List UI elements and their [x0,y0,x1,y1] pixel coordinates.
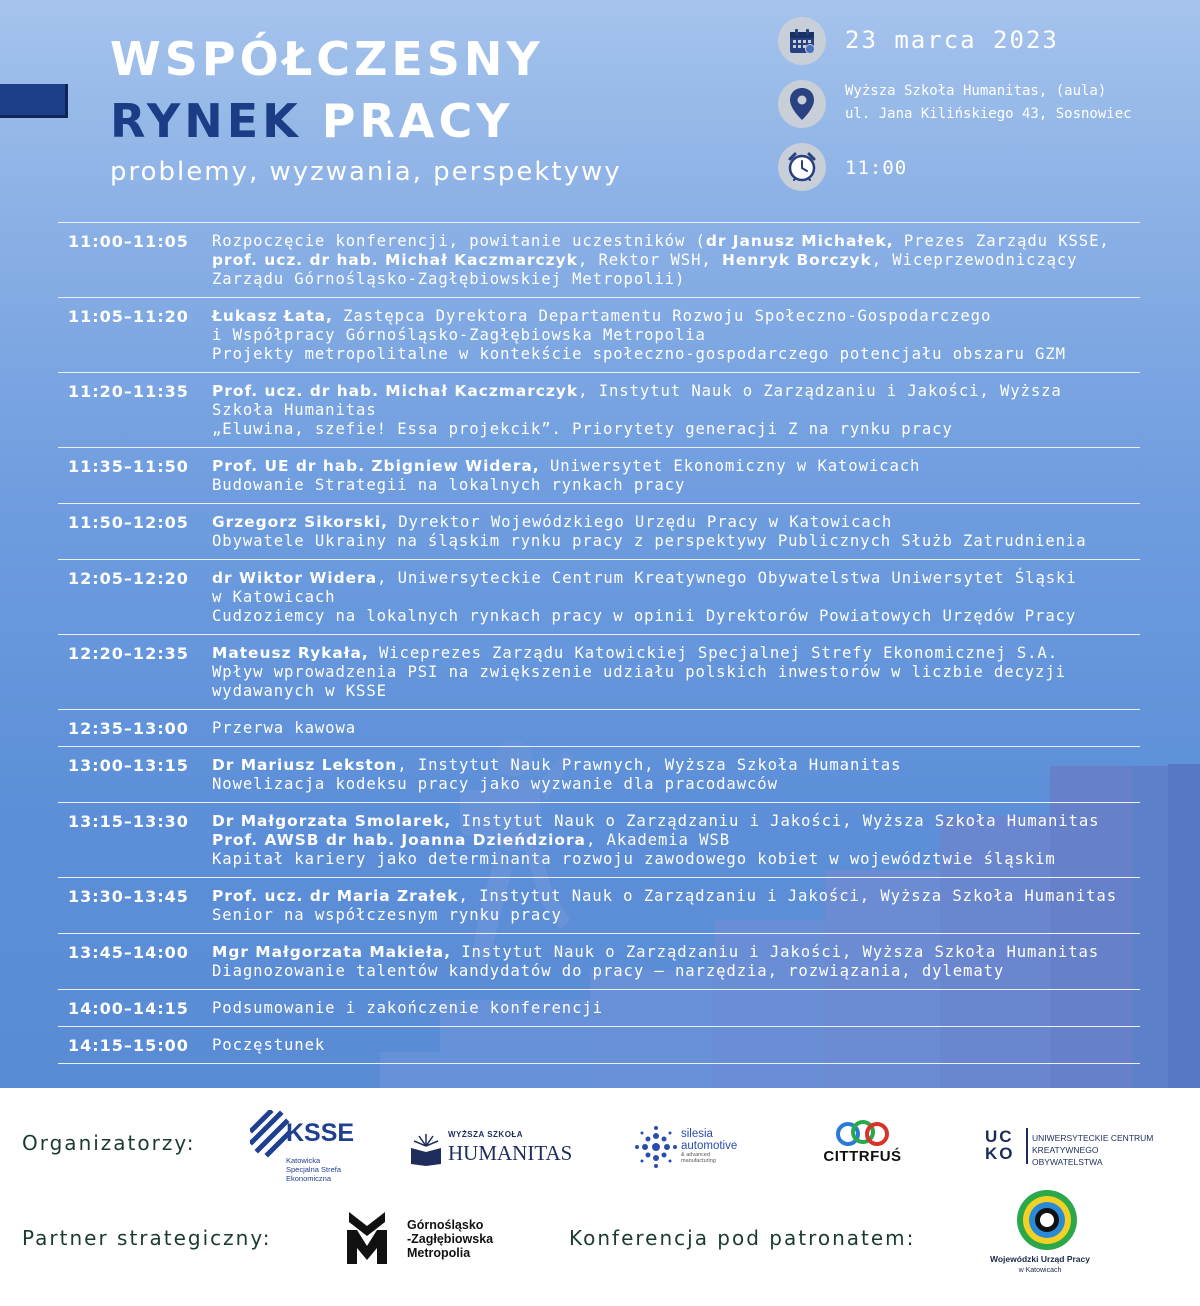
agenda-line [212,850,1140,869]
agenda-time: 14:15–15:00 [68,1036,189,1055]
dot-cluster-icon [635,1126,677,1168]
agenda-table [58,222,1140,1064]
agenda-text: Zarządu Górnośląsko-Zagłębiowskiej Metropolii) [212,270,686,288]
event-date: 23 marca 2023 [845,26,1059,54]
agenda-line [212,906,1140,925]
agenda-description [212,457,1140,495]
speaker-name: Prof. AWSB dr hab. Joanna Dzieńdziora [212,831,586,849]
accent-block [0,84,68,118]
ucko-letter: C [999,1127,1014,1146]
agenda-row [58,373,1140,448]
agenda-description [212,513,1140,551]
agenda-text: , Instytut Nauk o Zarządzaniu i Jakości, Wyższa [578,382,1062,400]
agenda-line [212,644,1140,663]
agenda-text: Zastępca Dyrektora Departamentu Rozwoju Społeczno-Gospodarczego [332,307,992,325]
agenda-text: Poczęstunek [212,1036,326,1054]
speaker-name: Prof. ucz. dr Maria Zrałek [212,887,459,905]
agenda-text: Podsumowanie i zakończenie konferencji [212,999,603,1017]
agenda-description [212,999,1140,1018]
agenda-text: Nowelizacja kodeksu pracy jako wyzwanie dla pracodawców [212,775,778,793]
speaker-name: Prof. UE dr hab. Zbigniew Widera, [212,457,540,475]
agenda-line [212,476,1140,495]
recycle-arrows-icon [833,1118,891,1148]
wup-rings-icon [1015,1188,1079,1252]
agenda-text: Diagnozowanie talentów kandydatów do pracy – narzędzia, rozwiązania, dylematy [212,962,1005,980]
agenda-line [212,943,1140,962]
wup-logo [980,1188,1100,1288]
speaker-name: Mgr Małgorzata Makieła, [212,943,451,961]
speaker-name: Prof. ucz. dr hab. Michał Kaczmarczyk [212,382,579,400]
agenda-line [212,775,1140,794]
agenda-row [58,934,1140,990]
silesia-line: silesia [681,1128,713,1140]
agenda-text: Prezes Zarządu KSSE, [893,232,1110,250]
agenda-time: 13:45–14:00 [68,943,189,962]
agenda-line [212,270,1140,289]
agenda-line [212,569,1140,588]
ksse-fullname [286,1156,341,1183]
agenda-time: 12:35–13:00 [68,719,189,738]
agenda-text: Rozpoczęcie konferencji, powitanie uczestników ( [212,232,706,250]
gzm-line: Metropolia [407,1246,471,1260]
event-time: 11:00 [845,157,908,179]
subtitle: problemy, wyzwania, perspektywy [110,157,622,187]
agenda-line [212,382,1140,401]
partner-label: Partner strategiczny: [22,1226,272,1250]
agenda-time: 13:30–13:45 [68,887,189,906]
speaker-name: Mateusz Rykała, [212,644,369,662]
silesia-line: manufacturing [681,1158,716,1164]
agenda-description [212,812,1140,869]
agenda-row [58,448,1140,504]
agenda-time: 13:00–13:15 [68,756,189,775]
event-venue [845,80,1132,126]
agenda-text: , Wiceprzewodniczący [871,251,1078,269]
gzm-m-icon [345,1208,389,1266]
agenda-line [212,345,1140,364]
agenda-text: „Eluwina, szefie! Essa projekcik”. Priorytety generacji Z na rynku pracy [212,420,953,438]
agenda-time: 11:50–12:05 [68,513,189,532]
agenda-line [212,532,1140,551]
speaker-name: Łukasz Łata, [212,307,333,325]
location-pin-icon [778,80,826,128]
agenda-line [212,307,1140,326]
ucko-fullname [1032,1132,1165,1168]
agenda-text: wydawanych w KSSE [212,682,387,700]
agenda-text: Szkoła Humanitas [212,401,377,419]
ksse-stripes-icon [250,1110,290,1160]
title-word-rynek: RYNEK [110,94,302,148]
agenda-text: Projekty metropolitalne w kontekście społeczno-gospodarczego potencjału obszaru GZM [212,345,1066,363]
agenda-line [212,999,1140,1018]
agenda-time: 11:00–11:05 [68,232,189,251]
wup-line: Wojewódzki Urząd Pracy [990,1254,1090,1264]
silesia-line: automotive [681,1140,738,1152]
agenda-text: Instytut Nauk o Zarządzaniu i Jakości, Wyższa Szkoła Humanitas [450,943,1100,961]
agenda-line [212,663,1140,682]
agenda-description [212,644,1140,701]
agenda-time: 11:05–11:20 [68,307,189,326]
agenda-line [212,457,1140,476]
agenda-line [212,812,1140,831]
agenda-row [58,990,1140,1027]
agenda-text: Wpływ wprowadzenia PSI na zwiększenie udziału polskich inwestorów w liczbie decyzji [212,663,1066,681]
humanitas-small: WYŻSZA SZKOŁA [448,1130,524,1139]
agenda-time: 14:00–14:15 [68,999,189,1018]
speaker-name: Grzegorz Sikorski, [212,513,388,531]
agenda-time: 11:20–11:35 [68,382,189,401]
agenda-text: Budowanie Strategii na lokalnych rynkach pracy [212,476,686,494]
ucko-letter: K [985,1144,1000,1163]
speaker-name: prof. ucz. dr hab. Michał Kaczmarczyk [212,251,578,269]
wup-text [980,1254,1100,1276]
ksse-abbr: KSSE [286,1119,355,1147]
ucko-logo [985,1128,1165,1168]
deco-bar [1168,764,1200,1088]
gzm-logo [345,1208,515,1268]
alarm-clock-icon [778,143,826,191]
silesia-text [681,1128,737,1164]
agenda-description [212,943,1140,981]
agenda-text: Kapitał kariery jako determinanta rozwoju zawodowego kobiet w województwie śląskim [212,850,1056,868]
cittru-name: CITTRFUŚ [823,1148,902,1165]
title-word-pracy: PRACY [321,94,514,148]
speaker-name: dr Wiktor Widera [212,569,378,587]
agenda-line [212,962,1140,981]
book-sunburst-icon [410,1132,442,1166]
agenda-line [212,682,1140,701]
ucko-divider [1026,1128,1028,1164]
agenda-line [212,401,1140,420]
agenda-line [212,831,1140,850]
agenda-line [212,513,1140,532]
ucko-letter: O [999,1144,1015,1163]
agenda-row [58,1027,1140,1064]
agenda-line [212,756,1140,775]
agenda-row [58,504,1140,560]
ksse-logo [250,1110,360,1190]
agenda-text: Cudzoziemcy na lokalnych rynkach pracy w opinii Dyrektorów Powiatowych Urzędów Pracy [212,607,1077,625]
agenda-row [58,635,1140,710]
agenda-description [212,307,1140,364]
footer [0,1088,1200,1306]
agenda-description [212,569,1140,626]
agenda-row [58,560,1140,635]
agenda-time: 12:20–12:35 [68,644,189,663]
wup-line: w Katowicach [1018,1267,1062,1274]
cittru-logo [805,1118,920,1173]
gzm-text [407,1218,493,1260]
agenda-line [212,251,1140,270]
ucko-letter: U [985,1127,1000,1146]
ksse-line: Katowicka [286,1156,321,1165]
gzm-line: -Zagłębiowska [407,1232,494,1246]
silesia-automotive-logo [635,1126,760,1170]
agenda-time: 11:35–11:50 [68,457,189,476]
agenda-text: , Uniwersyteckie Centrum Kreatywnego Obywatelstwa Uniwersytet Śląski [377,569,1077,587]
humanitas-name: HUMANITAS [448,1141,573,1165]
ksse-line: Specjalna Strefa [286,1165,342,1174]
agenda-description [212,382,1140,439]
speaker-name: Dr Mariusz Lekston [212,756,398,774]
gzm-line: Górnośląsko [407,1218,484,1232]
agenda-text: , Akademia WSB [585,831,730,849]
organizers-label: Organizatorzy: [22,1131,196,1155]
agenda-text: , Instytut Nauk o Zarządzaniu i Jakości, Wyższa Szkoła Humanitas [458,887,1117,905]
agenda-line [212,232,1140,251]
agenda-row [58,878,1140,934]
agenda-description [212,719,1140,738]
agenda-text: , Instytut Nauk Prawnych, Wyższa Szkoła Humanitas [397,756,902,774]
agenda-text: Instytut Nauk o Zarządzaniu i Jakości, Wyższa Szkoła Humanitas [451,812,1100,830]
agenda-text: w Katowicach [212,588,336,606]
agenda-time: 12:05–12:20 [68,569,189,588]
agenda-text: Uniwersytet Ekonomiczny w Katowicach [539,457,921,475]
humanitas-logo [410,1130,585,1170]
speaker-name: Dr Małgorzata Smolarek, [212,812,452,830]
agenda-row [58,710,1140,747]
silesia-line: & advanced [681,1152,711,1158]
agenda-line [212,887,1140,906]
venue-line: ul. Jana Kilińskiego 43, Sosnowiec [845,106,1132,122]
agenda-description [212,1036,1140,1055]
agenda-text: i Współpracy Górnośląsko-Zagłębiowska Metropolia [212,326,706,344]
agenda-line [212,326,1140,345]
speaker-name: dr Janusz Michałek, [705,232,894,250]
agenda-text: , Rektor WSH, [577,251,722,269]
agenda-row [58,298,1140,373]
venue-line: Wyższa Szkoła Humanitas, (aula) [845,83,1107,99]
agenda-time: 13:15–13:30 [68,812,189,831]
agenda-text: Wiceprezes Zarządu Katowickiej Specjalnej Strefy Ekonomicznej S.A. [368,644,1058,662]
title-line-2 [110,94,514,148]
agenda-row [58,223,1140,298]
ksse-line: Ekonomiczna [286,1174,332,1183]
agenda-text: Dyrektor Wojewódzkiego Urzędu Pracy w Katowicach [387,513,893,531]
agenda-row [58,747,1140,803]
agenda-text: Przerwa kawowa [212,719,357,737]
patronage-label: Konferencja pod patronatem: [569,1226,916,1250]
ucko-letters [985,1128,1025,1162]
ucko-line: UNIWERSYTECKIE CENTRUM [1032,1133,1154,1143]
agenda-line [212,1036,1140,1055]
agenda-line [212,607,1140,626]
agenda-description [212,887,1140,925]
agenda-description [212,756,1140,794]
title-line-1: WSPÓŁCZESNY [110,32,544,86]
agenda-text: Senior na współczesnym rynku pracy [212,906,562,924]
ucko-line: KREATYWNEGO OBYWATELSTWA [1032,1145,1103,1167]
calendar-icon [778,17,826,65]
agenda-line [212,420,1140,439]
agenda-row [58,803,1140,878]
agenda-text: Obywatele Ukrainy na śląskim rynku pracy z perspektywy Publicznych Służb Zatrudnienia [212,532,1087,550]
agenda-line [212,588,1140,607]
agenda-line [212,719,1140,738]
speaker-name: Henryk Borczyk [721,251,872,269]
agenda-description [212,232,1140,289]
